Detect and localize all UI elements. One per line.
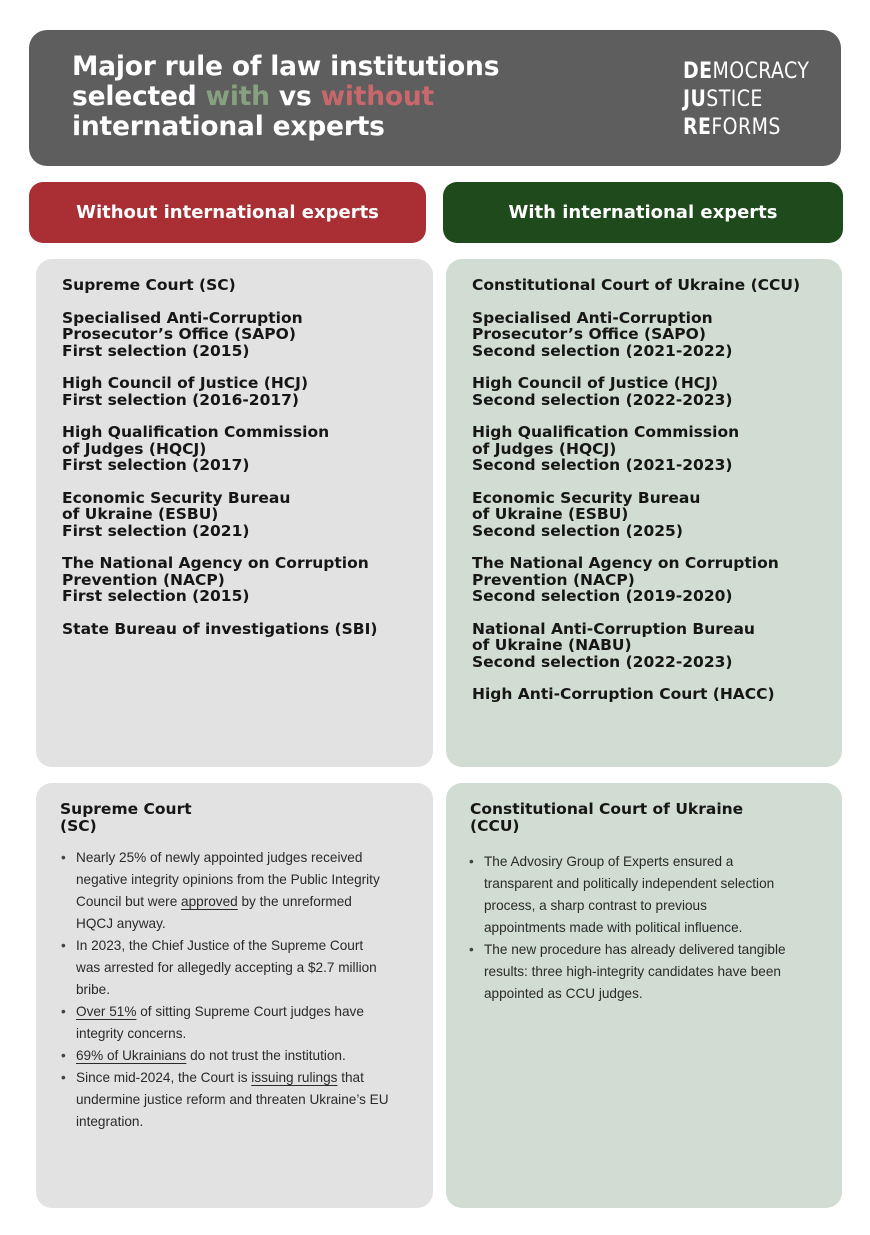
institution-line: Economic Security Bureau bbox=[62, 488, 291, 507]
with-experts-panel bbox=[446, 259, 842, 767]
without-experts-panel bbox=[36, 259, 433, 767]
institution-line: Prosecutor’s Office (SAPO) bbox=[472, 325, 706, 343]
institution-item bbox=[62, 375, 423, 408]
with-institutions-list bbox=[472, 277, 832, 719]
institution-item bbox=[472, 277, 832, 294]
institution-line: Economic Security Bureau bbox=[472, 488, 701, 507]
institution-line: Second selection (2022-2023) bbox=[472, 390, 733, 409]
institution-line: First selection (2016-2017) bbox=[62, 390, 300, 409]
institution-line: State Bureau of investigations (SBI) bbox=[62, 619, 378, 638]
institution-line: Prosecutor’s Office (SAPO) bbox=[62, 325, 296, 343]
institution-item bbox=[472, 686, 832, 703]
institution-line: of Judges (HQCJ) bbox=[472, 439, 617, 458]
institution-item bbox=[472, 490, 832, 540]
institution-item bbox=[472, 555, 832, 605]
institution-line: Constitutional Court of Ukraine (CCU) bbox=[472, 276, 801, 294]
supreme-court-detail-panel bbox=[36, 783, 433, 1208]
institution-item bbox=[62, 424, 423, 474]
institution-line: Prevention (NACP) bbox=[62, 570, 225, 589]
institution-line: High Council of Justice (HCJ) bbox=[472, 374, 719, 392]
ccu-bullets bbox=[468, 851, 790, 1005]
bullet-item: • Over 51% of sitting Supreme Court judges have integrity concerns. bbox=[60, 1001, 390, 1045]
institution-line: Specialised Anti-Corruption bbox=[62, 308, 303, 327]
institution-line: First selection (2015) bbox=[62, 341, 250, 360]
institution-line: Second selection (2025) bbox=[472, 521, 683, 540]
institution-line: Second selection (2021-2023) bbox=[472, 456, 733, 474]
ccu-detail-panel bbox=[446, 783, 842, 1208]
bullet-item: • The new procedure has already delivered tangible results: three high-integrity candidates have been appointed as CCU judges. bbox=[468, 939, 790, 1005]
institution-item bbox=[62, 277, 423, 294]
institution-line: High Qualification Commission bbox=[62, 423, 330, 441]
page-title: Major rule of law institutions selected with vs without international experts bbox=[72, 51, 500, 142]
supreme-court-detail-title: Supreme Court (SC) bbox=[60, 800, 192, 835]
with-experts-banner: With international experts bbox=[443, 182, 843, 243]
democracy-justice-reforms-logo: DEMOCRACY JUSTICE REFORMS bbox=[683, 59, 810, 140]
institution-line: of Ukraine (NABU) bbox=[472, 636, 632, 654]
ccu-detail-title: Constitutional Court of Ukraine (CCU) bbox=[470, 800, 744, 835]
institution-item bbox=[62, 621, 423, 638]
institution-line: of Judges (HQCJ) bbox=[62, 439, 207, 458]
institution-item bbox=[472, 310, 832, 360]
bullet-item: • In 2023, the Chief Justice of the Supreme Court was arrested for allegedly accepting a $2.7 million bribe. bbox=[60, 935, 390, 1001]
institution-line: National Anti-Corruption Bureau bbox=[472, 619, 755, 638]
source-link[interactable]: approved bbox=[181, 894, 238, 909]
bullet-item: • Since mid-2024, the Court is issuing rulings that undermine justice reform and threaten Ukraine’s EU integration. bbox=[60, 1067, 390, 1133]
institution-line: The National Agency on Corruption bbox=[472, 554, 779, 572]
institution-line: Prevention (NACP) bbox=[472, 570, 635, 589]
institution-line: High Qualification Commission bbox=[472, 423, 740, 441]
without-institutions-list bbox=[62, 277, 423, 653]
institution-line: High Council of Justice (HCJ) bbox=[62, 374, 309, 392]
institution-line: First selection (2015) bbox=[62, 587, 250, 605]
institution-item bbox=[472, 621, 832, 671]
institution-line: The National Agency on Corruption bbox=[62, 554, 369, 572]
source-link[interactable]: issuing rulings bbox=[251, 1070, 338, 1085]
supreme-court-bullets bbox=[60, 847, 390, 1133]
institution-line: Specialised Anti-Corruption bbox=[472, 308, 713, 327]
source-link[interactable]: Over 51% bbox=[76, 1004, 137, 1019]
institution-line: First selection (2017) bbox=[62, 456, 250, 474]
institution-item bbox=[62, 555, 423, 605]
institution-line: Second selection (2022-2023) bbox=[472, 652, 733, 671]
institution-line: Supreme Court (SC) bbox=[62, 276, 236, 294]
institution-item bbox=[472, 375, 832, 408]
institution-line: Second selection (2021-2022) bbox=[472, 341, 733, 360]
without-experts-banner: Without international experts bbox=[29, 182, 426, 243]
institution-line: High Anti-Corruption Court (HACC) bbox=[472, 685, 775, 703]
header bbox=[29, 30, 841, 166]
institution-item bbox=[62, 490, 423, 540]
source-link[interactable]: 69% of Ukrainians bbox=[76, 1048, 187, 1063]
bullet-item: • The Advosiry Group of Experts ensured a transparent and politically independent selection process, a sharp contrast to previous appointments made with political influence. bbox=[468, 851, 790, 939]
title-without-word: without bbox=[320, 81, 435, 112]
bullet-item: • Nearly 25% of newly appointed judges received negative integrity opinions from the Public Integrity Council but were approved by the unreformed HQCJ anyway. bbox=[60, 847, 390, 935]
institution-line: Second selection (2019-2020) bbox=[472, 587, 733, 605]
institution-item bbox=[62, 310, 423, 360]
institution-line: of Ukraine (ESBU) bbox=[472, 505, 629, 523]
institution-line: First selection (2021) bbox=[62, 521, 250, 540]
bullet-item: • 69% of Ukrainians do not trust the institution. bbox=[60, 1045, 390, 1067]
title-with-word: with bbox=[205, 81, 270, 112]
institution-item bbox=[472, 424, 832, 474]
institution-line: of Ukraine (ESBU) bbox=[62, 505, 219, 523]
